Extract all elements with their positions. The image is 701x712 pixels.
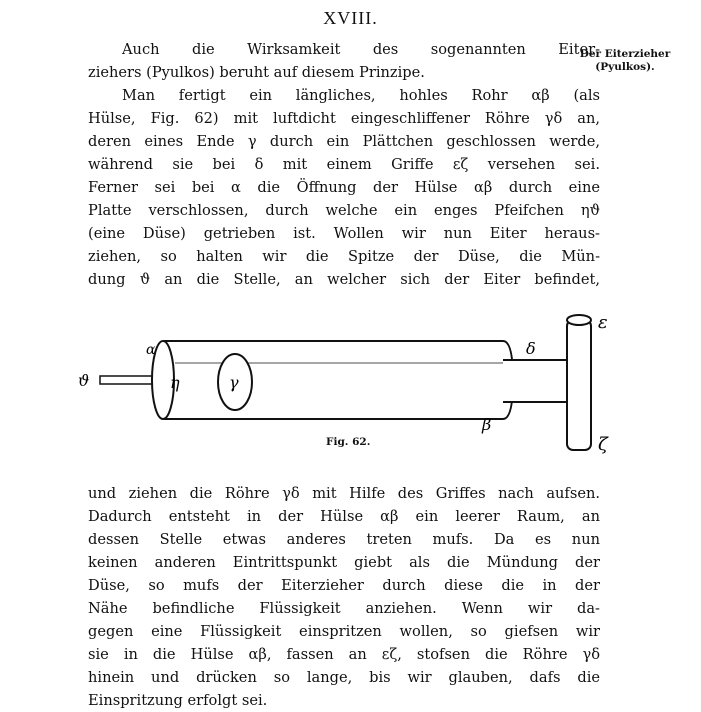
text-line: Ferner sei bei α die Öffnung der Hülse αβ durch eine — [88, 179, 600, 196]
text-line: und ziehen die Röhre γδ mit Hilfe des Griffes nach aufsen. — [88, 485, 600, 502]
label-theta: ϑ — [78, 371, 90, 390]
text-line: keinen anderen Eintrittspunkt giebt als die Mündung der — [88, 554, 600, 571]
label-alpha: α — [146, 342, 156, 358]
text-line: Hülse, Fig. 62) mit luftdicht eingeschliffener Röhre γδ an, — [88, 110, 600, 127]
text-line: ziehen, so halten wir die Spitze der Düse, die Mün- — [88, 248, 600, 265]
marginal-note-line-2: (Pyulkos). — [595, 61, 655, 73]
label-epsilon: ε — [598, 312, 608, 333]
text-line: (eine Düse) getrieben ist. Wollen wir nun Eiter heraus- — [88, 225, 600, 242]
label-delta: δ — [526, 339, 536, 358]
text-line: Düse, so mufs der Eiterzieher durch diese die in der — [88, 577, 600, 594]
marginal-note-line-1: Der Eiterzieher — [579, 48, 671, 60]
text-line: deren eines Ende γ durch ein Plättchen geschlossen werde, — [88, 133, 600, 150]
text-line: gegen eine Flüssigkeit einspritzen wollen, so giefsen wir — [88, 623, 600, 640]
text-line: Dadurch entsteht in der Hülse αβ ein leerer Raum, an — [88, 508, 600, 525]
handle-epsilon-zeta — [567, 320, 591, 450]
text-line: Auch die Wirksamkeit des sogenannten Eiter- — [122, 41, 600, 58]
label-gamma: γ — [229, 373, 239, 392]
text-line: dung ϑ an die Stelle, an welcher sich der Eiter befindet, — [88, 271, 600, 288]
label-zeta: ζ — [598, 434, 608, 455]
label-eta: η — [170, 373, 180, 392]
text-line: hinein und drücken so lange, bis wir glauben, dafs die — [88, 669, 600, 686]
text-line: Nähe befindliche Flüssigkeit anziehen. Wenn wir da- — [88, 600, 600, 617]
text-line: Einspritzung erfolgt sei. — [88, 692, 268, 709]
text-line: Platte verschlossen, durch welche ein enges Pfeifchen ηϑ — [88, 202, 600, 219]
text-line: sie in die Hülse αβ, fassen an εζ, stofsen die Röhre γδ — [88, 646, 600, 663]
handle-top-cap — [567, 315, 591, 325]
text-line: ziehers (Pyulkos) beruht auf diesem Prinzipe. — [88, 64, 425, 81]
figure-caption: Fig. 62. — [326, 436, 371, 448]
page-header: XVIII. — [323, 8, 378, 28]
text-line: während sie bei δ mit einem Griffe εζ versehen sei. — [88, 156, 600, 173]
text-line: Man fertigt ein längliches, hohles Rohr αβ (als — [122, 87, 600, 104]
label-beta: β — [482, 415, 492, 434]
text-line: dessen Stelle etwas anderes treten mufs. Da es nun — [88, 531, 600, 548]
sleeve-body — [155, 341, 513, 419]
